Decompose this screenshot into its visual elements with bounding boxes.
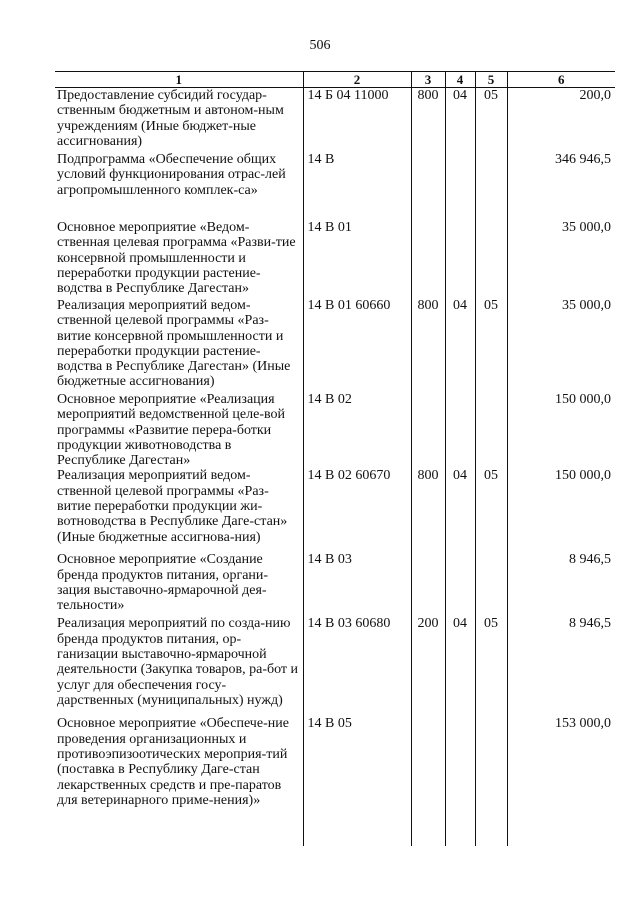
row-expense-type [411, 220, 445, 298]
row-expense-type [411, 716, 445, 846]
row-target-code: 14 В 01 60660 [303, 298, 411, 392]
row-name: Реализация мероприятий ведом-ственной целевой программы «Раз-витие переработки продукции жи-вотноводства в Республике Даге-стан» (Иные бюджетные ассигнова-ния) [57, 468, 288, 545]
row-target-code: 14 В 03 60680 [303, 616, 411, 716]
row-name: Основное мероприятие «Реализация мероприятий ведомственной целе-вой программы «Развитие перера-ботки продукции животноводства в Республике Дагестан» [57, 392, 285, 469]
table-row [55, 88, 615, 153]
row-section [445, 220, 475, 298]
table-row [55, 298, 615, 392]
row-name: Основное мероприятие «Ведом-ственная целевая программа «Разви-тие консервной промышленности и переработки продукции растение-водства в Республике Дагестан» [57, 220, 296, 297]
row-name: Предоставление субсидий государ-ственным бюджетным и автоном-ным учреждениям (Иные бюджет-ные ассигнования) [57, 88, 284, 149]
header-row [55, 72, 615, 88]
row-subsection: 05 [475, 88, 507, 153]
header-cell-2: 2 [303, 72, 411, 88]
row-expense-type [411, 392, 445, 468]
row-target-code: 14 В 02 60670 [303, 468, 411, 552]
row-name: Реализация мероприятий по созда-нию бренда продуктов питания, ор-ганизации выставочно-ярмарочной деятельности (Закупка товаров, ра-бот и услуг для обеспечения госу-дарственных (муниципальных) нужд) [57, 616, 299, 708]
header-cell-4: 4 [445, 72, 475, 88]
table-row [55, 392, 615, 468]
row-expense-type [411, 552, 445, 616]
row-amount: 150 000,0 [507, 392, 615, 468]
row-amount: 200,0 [507, 88, 615, 153]
row-amount: 35 000,0 [507, 298, 615, 392]
row-expense-type: 800 [411, 88, 445, 153]
row-section [445, 716, 475, 846]
header-cell-5: 5 [475, 72, 507, 88]
row-expense-type: 800 [411, 298, 445, 392]
row-name: Подпрограмма «Обеспечение общих условий функционирования отрас-лей агропромышленного комплек-са» [57, 152, 286, 198]
row-expense-type: 200 [411, 616, 445, 716]
row-subsection [475, 716, 507, 846]
row-subsection [475, 552, 507, 616]
row-section: 04 [445, 88, 475, 153]
row-name: Основное мероприятие «Создание бренда продуктов питания, органи-зация выставочно-ярмарочной дея-тельности» [57, 552, 269, 614]
row-section: 04 [445, 298, 475, 392]
header-cell-3: 3 [411, 72, 445, 88]
table-row [55, 468, 615, 552]
row-expense-type [411, 152, 445, 220]
row-amount: 153 000,0 [507, 716, 615, 846]
row-expense-type: 800 [411, 468, 445, 552]
row-subsection: 05 [475, 616, 507, 716]
row-target-code: 14 В [303, 152, 411, 220]
row-target-code: 14 В 03 [303, 552, 411, 616]
row-section [445, 152, 475, 220]
header-cell-6: 6 [507, 72, 615, 88]
row-amount: 35 000,0 [507, 220, 615, 298]
row-name: Реализация мероприятий ведом-ственной целевой программы «Раз-витие консервной промышленности и переработки продукции растение-водства в Республике Дагестан» (Иные бюджетные ассигнования) [57, 298, 291, 390]
row-section [445, 392, 475, 468]
row-target-code: 14 В 05 [303, 716, 411, 846]
row-subsection: 05 [475, 298, 507, 392]
row-target-code: 14 В 01 [303, 220, 411, 298]
row-subsection: 05 [475, 468, 507, 552]
row-amount: 346 946,5 [507, 152, 615, 220]
table-row [55, 616, 615, 716]
row-amount: 8 946,5 [507, 552, 615, 616]
table-row [55, 152, 615, 220]
row-section: 04 [445, 468, 475, 552]
row-target-code: 14 В 02 [303, 392, 411, 468]
table-row [55, 552, 615, 616]
row-name: Основное мероприятие «Обеспече-ние проведения организационных и противоэпизоотических мероприя-тий (поставка в Республику Даге-стан лекарственных средств и пре-паратов для ветеринарного приме-нения)» [57, 716, 289, 808]
header-cell-1: 1 [55, 72, 303, 88]
table-row [55, 716, 615, 846]
page-number: 506 [309, 38, 331, 53]
row-section [445, 552, 475, 616]
row-subsection [475, 392, 507, 468]
budget-table [55, 71, 615, 846]
row-section: 04 [445, 616, 475, 716]
row-subsection [475, 152, 507, 220]
row-target-code: 14 Б 04 11000 [303, 88, 411, 153]
table-row [55, 220, 615, 298]
row-amount: 150 000,0 [507, 468, 615, 552]
row-subsection [475, 220, 507, 298]
row-amount: 8 946,5 [507, 616, 615, 716]
